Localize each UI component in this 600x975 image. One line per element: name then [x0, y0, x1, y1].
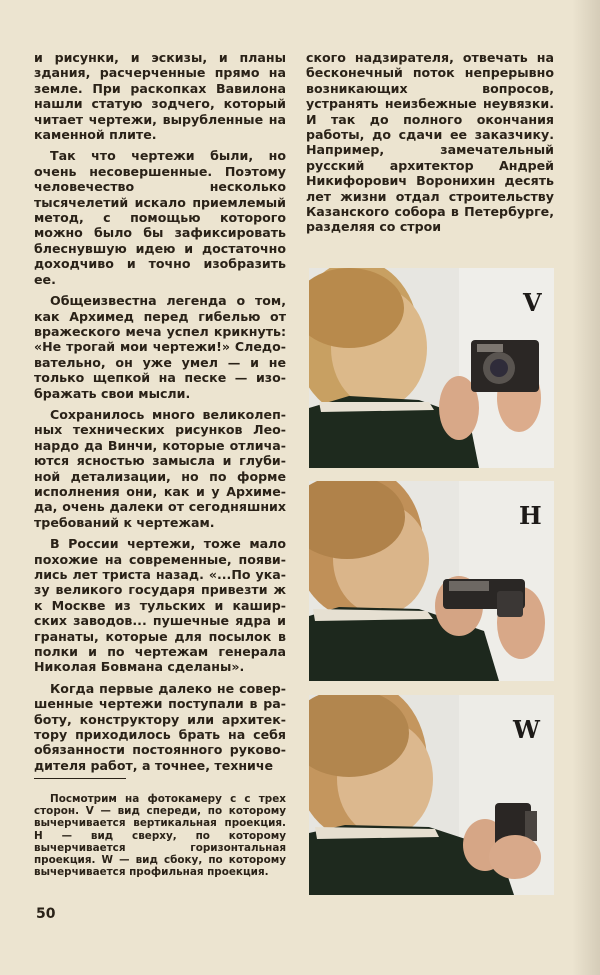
right-paragraph: ского надзирателя, отвечать на бесконечный поток непрерывно возникающих вопросов, устранять неизбежные неувязки. И так до полного окончания работы, до сдачи ее заказчику. Например, замечательный русский архитектор Андрей Никифорович Воронихин десять лет жизни отдал строительству Казанского собора в Петербурге, разделяя со строи	[306, 50, 554, 235]
footnote-divider	[34, 778, 126, 779]
photo-label-w: W	[513, 715, 540, 744]
right-text-column	[306, 50, 554, 235]
paragraph-3: Общеизвестна легенда о том, как Архимед перед гибелью от вражеского меча успел крикнуть: «Не трогай мои чертежи!» Следовательно, он уже умел — и не только щепкой на песке — изображать свои мысли.	[34, 293, 286, 401]
photo-front-view	[309, 268, 554, 468]
paragraph-1: и рисунки, и эскизы, и планы здания, расчерченные прямо на земле. При раскопках Вавилона нашли статую зодчего, который читает чертежи, вырубленные на каменной плите.	[34, 50, 286, 143]
photo-label-h: H	[519, 501, 542, 530]
paragraph-2: Так что чертежи были, но очень несовершенные. Поэтому человечество несколько тысячелетий искало приемлемый метод, с помощью которого можно было бы зафиксировать блеснувшую идею и достаточно доходчиво и точно изобразить ее.	[34, 148, 286, 287]
paragraph-4: Сохранилось много великолепных технических рисунков Леонардо да Винчи, которые отличаются ясностью замысла и глубиной детализации, но по форме исполнения они, как и у Архимеда, очень далеки от сегодняшних требований к чертежам.	[34, 406, 286, 530]
paragraph-5: В России чертежи, тоже мало похожие на современные, появились лет триста назад. «...По указу великого государя привезти ж к Москве из тульских и каширских заводов... пушечные ядра и гранаты, которые для посылок в полки и по чертежам генерала Николая Бовмана сделаны».	[34, 536, 286, 675]
left-text-column	[34, 50, 286, 779]
page-edge-shadow	[572, 0, 600, 975]
photo-side-view	[309, 695, 554, 895]
page-number: 50	[36, 906, 56, 922]
photo-top-view	[309, 481, 554, 681]
paragraph-6: Когда первые далеко не совершенные чертежи поступали в работу, конструктору или архитектору приходилось брать на себя обязанности постоянного руководителя работ, а точнее, техниче	[34, 680, 286, 773]
photo-label-v: V	[523, 288, 542, 317]
figure-caption: Посмотрим на фотокамеру с с трех сторон. V — вид спереди, по которому вычерчивается вертикальная проекция. Н — вид сверху, по которому вычерчивается горизонтальная проекция. W — вид сбоку, по которому вычерчивается профильная проекция.	[34, 793, 286, 879]
